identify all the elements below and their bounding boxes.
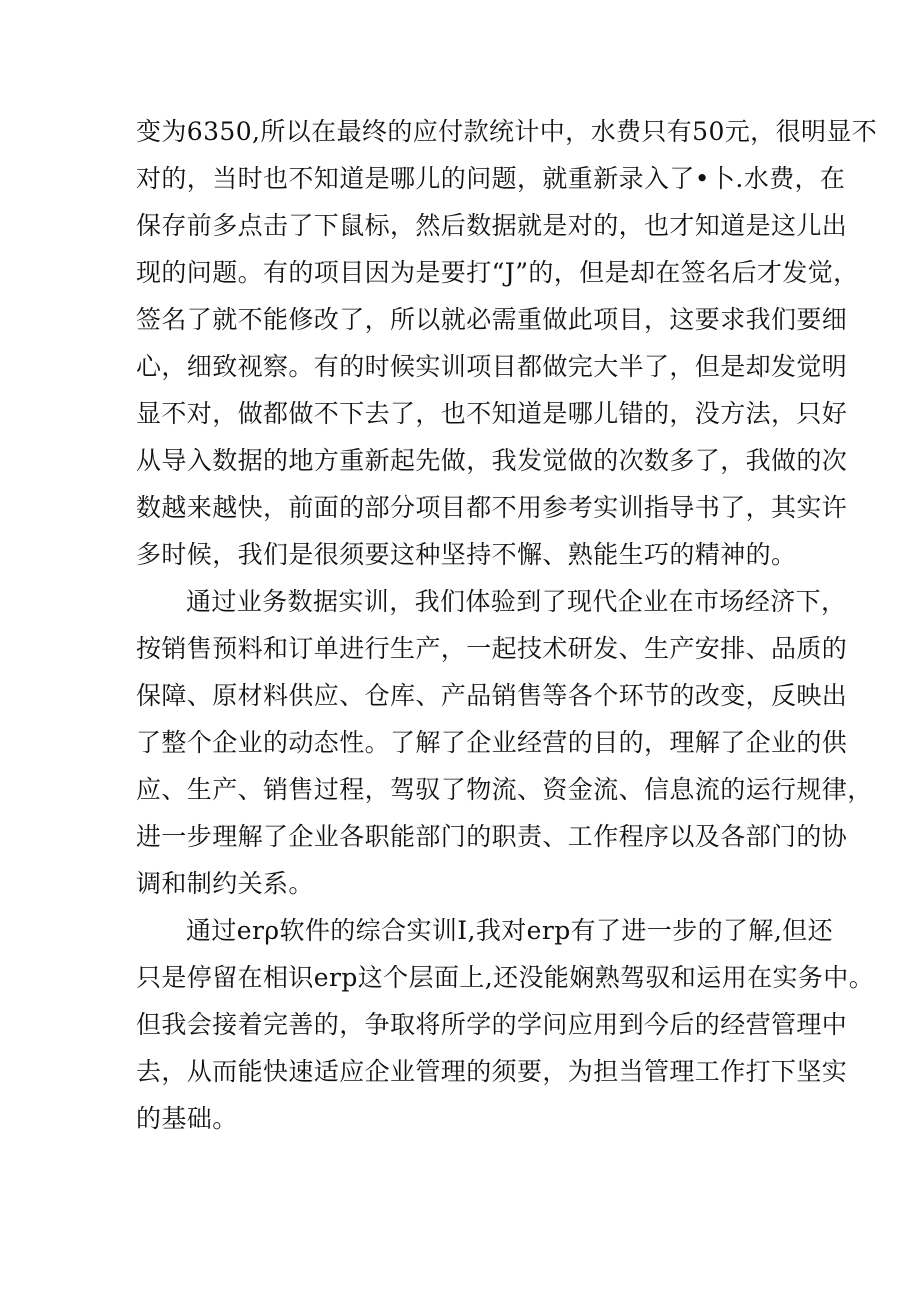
paragraph-3 (136, 907, 875, 1142)
text-line: 数越来越快，前面的部分项目都不用参考实训指导书了，其实许 (136, 493, 848, 522)
text-line: 去，从而能快速适应企业管理的须要，为担当管理工作打下坚实 (136, 1057, 848, 1086)
text-line: 保存前多点击了下鼠标，然后数据就是对的，也才知道是这儿出 (136, 211, 848, 240)
document-body (136, 108, 878, 1142)
text-line: 对的，当时也不知道是哪儿的问题，就重新录入了•卜.水费，在 (136, 164, 846, 193)
text-line: 的基础。 (136, 1104, 238, 1133)
text-line: 进一步理解了企业各职能部门的职责、工作程序以及各部门的协 (136, 822, 848, 851)
text-line: 从导入数据的地方重新起先做，我发觉做的次数多了，我做的次 (136, 446, 848, 475)
text-line: 显不对，做都做不下去了，也不知道是哪儿错的，没方法，只好 (136, 399, 848, 428)
text-line: 多时候，我们是很须要这种坚持不懈、熟能生巧的精神的。 (136, 540, 797, 569)
text-line: 现的问题。有的项目因为是要打“J”的，但是却在签名后才发觉， (136, 258, 859, 287)
text-line: 通过erρ软件的综合实训I,我对erp有了进一步的了解,但还 (186, 916, 833, 945)
text-line: 只是停留在相识erp这个层面上,还没能娴熟驾驭和运用在实务中。 (136, 963, 875, 992)
text-line: 但我会接着完善的，争取将所学的学问应用到今后的经营管理中 (136, 1010, 848, 1039)
text-line: 心，细致视察。有的时候实训项目都做完大半了，但是却发觉明 (136, 352, 848, 381)
text-line: 了整个企业的动态性。了解了企业经营的目的，理解了企业的供 (136, 728, 848, 757)
text-line: 按销售预料和订单进行生产，一起技术研发、生产安排、品质的 (136, 634, 848, 663)
paragraph-1 (136, 108, 878, 578)
text-line: 变为6350,所以在最终的应付款统计中，水费只有50元，很明显不 (136, 117, 878, 146)
paragraph-2 (136, 578, 873, 907)
text-line: 应、生产、销售过程，驾驭了物流、资金流、信息流的运行规律， (136, 775, 873, 804)
text-line: 保障、原材料供应、仓库、产品销售等各个环节的改变，反映出 (136, 681, 848, 710)
text-line: 调和制约关系。 (136, 869, 314, 898)
text-line: 通过业务数据实训，我们体验到了现代企业在市场经济下， (186, 587, 847, 616)
text-line: 签名了就不能修改了，所以就必需重做此项目，这要求我们要细 (136, 305, 848, 334)
